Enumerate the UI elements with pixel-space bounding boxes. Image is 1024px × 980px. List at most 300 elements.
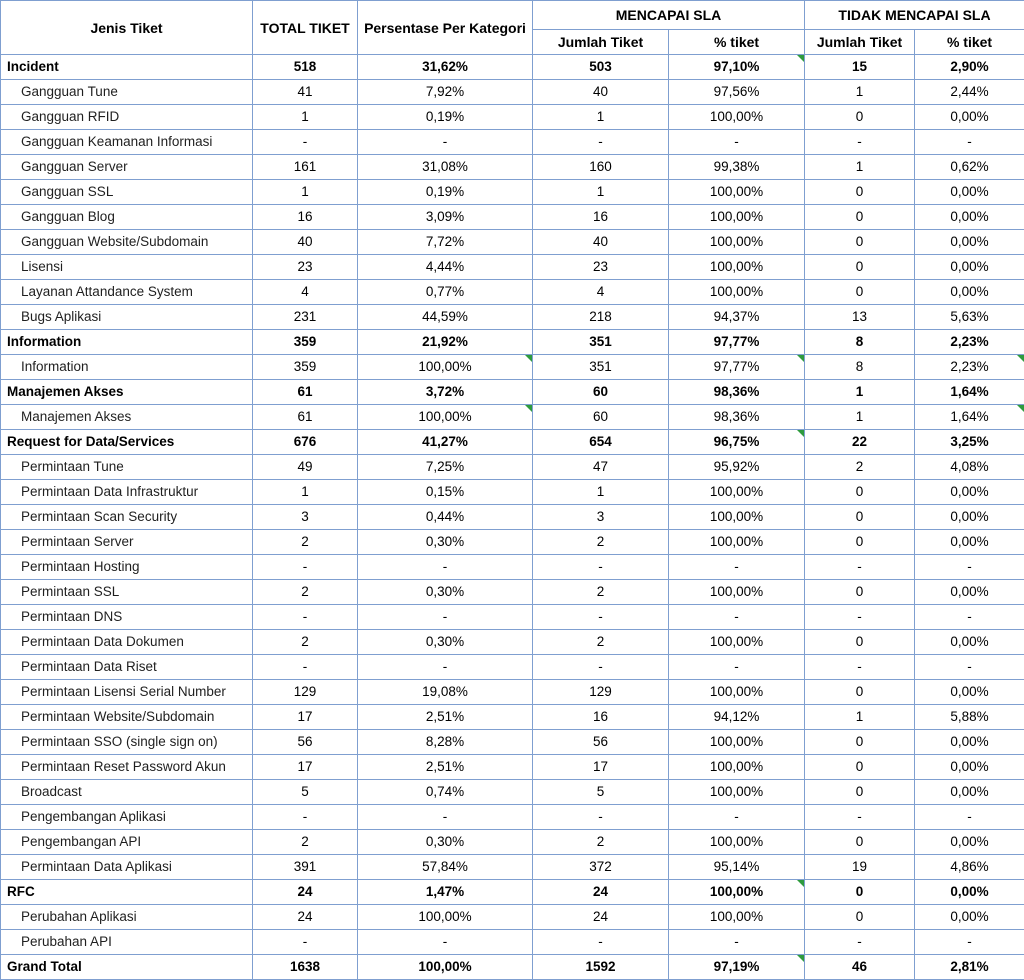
cell-value: 1	[805, 155, 914, 179]
cell-value: 1	[805, 405, 914, 429]
table-row	[1, 880, 1024, 905]
cell-value: 100,00%	[358, 905, 532, 929]
table-row	[1, 955, 1024, 980]
row-label: Incident	[1, 55, 252, 79]
cell-value: 7,92%	[358, 80, 532, 104]
cell-value: 97,19%	[669, 955, 804, 979]
row-label: Pengembangan API	[1, 830, 252, 854]
row-label: Permintaan Lisensi Serial Number	[1, 680, 252, 704]
cell-value: 1	[533, 180, 668, 204]
row-label: Permintaan Data Infrastruktur	[1, 480, 252, 504]
persentase-cell	[358, 555, 533, 580]
cell-value: 23	[533, 255, 668, 279]
cell-value: 8,28%	[358, 730, 532, 754]
row-label: Permintaan Hosting	[1, 555, 252, 579]
table-row	[1, 905, 1024, 930]
row-label: Perubahan Aplikasi	[1, 905, 252, 929]
mencapai-jumlah-cell	[533, 155, 669, 180]
cell-value: 1	[533, 105, 668, 129]
mencapai-persen-cell	[669, 430, 805, 455]
tidak-mencapai-persen-cell	[915, 605, 1024, 630]
cell-value: 0,74%	[358, 780, 532, 804]
table-row	[1, 305, 1024, 330]
cell-value: 100,00%	[669, 780, 804, 804]
row-label: Grand Total	[1, 955, 252, 979]
mencapai-jumlah-cell	[533, 380, 669, 405]
cell-value: 2,90%	[915, 55, 1024, 79]
total-tiket-cell	[253, 580, 358, 605]
row-label: Permintaan Data Aplikasi	[1, 855, 252, 879]
mencapai-jumlah-cell	[533, 430, 669, 455]
cell-value: 0,00%	[915, 830, 1024, 854]
tidak-mencapai-persen-cell	[915, 55, 1024, 80]
cell-value: 2	[253, 530, 357, 554]
tidak-mencapai-persen-cell	[915, 855, 1024, 880]
mencapai-persen-cell	[669, 955, 805, 980]
row-label: RFC	[1, 880, 252, 904]
cell-value: -	[805, 605, 914, 629]
cell-value: 16	[533, 205, 668, 229]
table-row	[1, 830, 1024, 855]
cell-value: 0	[805, 880, 914, 904]
tidak-mencapai-jumlah-cell	[805, 130, 915, 155]
cell-value: -	[358, 130, 532, 154]
tidak-mencapai-jumlah-cell	[805, 755, 915, 780]
cell-value: 0	[805, 205, 914, 229]
cell-value: 2,51%	[358, 755, 532, 779]
mencapai-persen-cell	[669, 855, 805, 880]
persentase-cell	[358, 255, 533, 280]
persentase-cell	[358, 305, 533, 330]
tidak-mencapai-jumlah-cell	[805, 530, 915, 555]
cell-value: 3	[533, 505, 668, 529]
tidak-mencapai-jumlah-cell	[805, 380, 915, 405]
total-tiket-cell	[253, 205, 358, 230]
cell-value: 7,72%	[358, 230, 532, 254]
mencapai-jumlah-cell	[533, 405, 669, 430]
cell-value: -	[253, 805, 357, 829]
persentase-cell	[358, 880, 533, 905]
persentase-cell	[358, 155, 533, 180]
table-row	[1, 505, 1024, 530]
cell-value: 2	[253, 580, 357, 604]
tidak-mencapai-persen-cell	[915, 180, 1024, 205]
tidak-mencapai-jumlah-cell	[805, 605, 915, 630]
total-tiket-cell	[253, 930, 358, 955]
tidak-mencapai-persen-cell	[915, 805, 1024, 830]
cell-value: 100,00%	[358, 405, 532, 429]
mencapai-persen-cell	[669, 405, 805, 430]
cell-value: 3	[253, 505, 357, 529]
row-label-cell	[1, 405, 253, 430]
persentase-cell	[358, 905, 533, 930]
cell-value: 0,00%	[915, 730, 1024, 754]
total-tiket-cell	[253, 680, 358, 705]
cell-value: 40	[533, 230, 668, 254]
header-mencapai-sla: MENCAPAI SLA	[533, 1, 805, 30]
mencapai-jumlah-cell	[533, 955, 669, 980]
cell-value: -	[915, 930, 1024, 954]
persentase-cell	[358, 55, 533, 80]
cell-value: 218	[533, 305, 668, 329]
cell-value: 2,44%	[915, 80, 1024, 104]
row-label-cell	[1, 180, 253, 205]
mencapai-persen-cell	[669, 330, 805, 355]
row-label: Information	[1, 330, 252, 354]
total-tiket-cell	[253, 255, 358, 280]
total-tiket-cell	[253, 305, 358, 330]
cell-value: -	[669, 930, 804, 954]
cell-value: -	[358, 605, 532, 629]
cell-value: 57,84%	[358, 855, 532, 879]
row-label: Permintaan Scan Security	[1, 505, 252, 529]
cell-value: -	[669, 555, 804, 579]
cell-value: -	[358, 555, 532, 579]
persentase-cell	[358, 505, 533, 530]
cell-value: 5,88%	[915, 705, 1024, 729]
mencapai-jumlah-cell	[533, 755, 669, 780]
tidak-mencapai-jumlah-cell	[805, 730, 915, 755]
cell-value: 2	[253, 630, 357, 654]
cell-value: 351	[533, 330, 668, 354]
cell-value: 3,09%	[358, 205, 532, 229]
persentase-cell	[358, 605, 533, 630]
cell-value: -	[253, 555, 357, 579]
row-label: Layanan Attandance System	[1, 280, 252, 304]
cell-value: 95,92%	[669, 455, 804, 479]
cell-value: 0	[805, 580, 914, 604]
tidak-mencapai-persen-cell	[915, 530, 1024, 555]
row-label: Permintaan Server	[1, 530, 252, 554]
row-label: Gangguan Blog	[1, 205, 252, 229]
mencapai-persen-cell	[669, 55, 805, 80]
cell-value: 100,00%	[669, 480, 804, 504]
mencapai-persen-cell	[669, 530, 805, 555]
row-label-cell	[1, 255, 253, 280]
mencapai-jumlah-cell	[533, 180, 669, 205]
tidak-mencapai-jumlah-cell	[805, 705, 915, 730]
cell-value: -	[669, 130, 804, 154]
cell-value: 95,14%	[669, 855, 804, 879]
cell-value: 2,51%	[358, 705, 532, 729]
cell-value: 56	[533, 730, 668, 754]
cell-value: -	[915, 655, 1024, 679]
total-tiket-cell	[253, 405, 358, 430]
cell-value: -	[805, 555, 914, 579]
cell-value: 0,00%	[915, 530, 1024, 554]
cell-value: 503	[533, 55, 668, 79]
total-tiket-cell	[253, 630, 358, 655]
cell-value: 17	[253, 755, 357, 779]
row-label: Gangguan Tune	[1, 80, 252, 104]
total-tiket-cell	[253, 880, 358, 905]
cell-value: 0	[805, 755, 914, 779]
mencapai-jumlah-cell	[533, 105, 669, 130]
mencapai-persen-cell	[669, 505, 805, 530]
mencapai-persen-cell	[669, 280, 805, 305]
row-label-cell	[1, 680, 253, 705]
mencapai-persen-cell	[669, 830, 805, 855]
tidak-mencapai-jumlah-cell	[805, 180, 915, 205]
tidak-mencapai-jumlah-cell	[805, 905, 915, 930]
cell-value: 46	[805, 955, 914, 979]
total-tiket-cell	[253, 430, 358, 455]
cell-value: -	[533, 605, 668, 629]
cell-value: 96,75%	[669, 430, 804, 454]
tidak-mencapai-jumlah-cell	[805, 655, 915, 680]
mencapai-persen-cell	[669, 355, 805, 380]
row-label: Permintaan SSO (single sign on)	[1, 730, 252, 754]
cell-value: 49	[253, 455, 357, 479]
mencapai-jumlah-cell	[533, 130, 669, 155]
cell-value: 0,00%	[915, 280, 1024, 304]
tidak-mencapai-persen-cell	[915, 755, 1024, 780]
cell-value: 518	[253, 55, 357, 79]
persentase-cell	[358, 230, 533, 255]
table-row	[1, 355, 1024, 380]
cell-value: 24	[533, 880, 668, 904]
tidak-mencapai-jumlah-cell	[805, 630, 915, 655]
total-tiket-cell	[253, 480, 358, 505]
mencapai-jumlah-cell	[533, 280, 669, 305]
table-row	[1, 80, 1024, 105]
table-row	[1, 755, 1024, 780]
mencapai-jumlah-cell	[533, 830, 669, 855]
total-tiket-cell	[253, 505, 358, 530]
cell-value: 24	[253, 905, 357, 929]
cell-value: 13	[805, 305, 914, 329]
cell-value: 16	[253, 205, 357, 229]
header-tidak-mencapai-jumlah-tiket: Jumlah Tiket	[805, 30, 915, 55]
cell-value: 100,00%	[358, 955, 532, 979]
cell-value: -	[669, 655, 804, 679]
cell-value: 8	[805, 355, 914, 379]
mencapai-jumlah-cell	[533, 930, 669, 955]
table-row	[1, 580, 1024, 605]
table-row	[1, 605, 1024, 630]
mencapai-persen-cell	[669, 230, 805, 255]
mencapai-jumlah-cell	[533, 805, 669, 830]
cell-value: 1	[253, 480, 357, 504]
cell-value: 359	[253, 330, 357, 354]
row-label: Permintaan Data Riset	[1, 655, 252, 679]
tidak-mencapai-jumlah-cell	[805, 455, 915, 480]
mencapai-jumlah-cell	[533, 705, 669, 730]
persentase-cell	[358, 955, 533, 980]
cell-value: 0	[805, 505, 914, 529]
persentase-cell	[358, 105, 533, 130]
cell-value: 351	[533, 355, 668, 379]
row-label-cell	[1, 155, 253, 180]
cell-value: 5	[533, 780, 668, 804]
cell-value: 0	[805, 630, 914, 654]
tidak-mencapai-persen-cell	[915, 405, 1024, 430]
row-label: Gangguan Keamanan Informasi	[1, 130, 252, 154]
cell-value: 61	[253, 380, 357, 404]
cell-value: 2	[533, 530, 668, 554]
tidak-mencapai-jumlah-cell	[805, 430, 915, 455]
persentase-cell	[358, 630, 533, 655]
cell-value: -	[533, 655, 668, 679]
row-label-cell	[1, 205, 253, 230]
tidak-mencapai-persen-cell	[915, 680, 1024, 705]
persentase-cell	[358, 530, 533, 555]
cell-value: 0,30%	[358, 630, 532, 654]
cell-value: 40	[533, 80, 668, 104]
row-label-cell	[1, 480, 253, 505]
mencapai-persen-cell	[669, 480, 805, 505]
mencapai-persen-cell	[669, 455, 805, 480]
persentase-cell	[358, 280, 533, 305]
mencapai-jumlah-cell	[533, 630, 669, 655]
persentase-cell	[358, 330, 533, 355]
persentase-cell	[358, 655, 533, 680]
cell-value: 19	[805, 855, 914, 879]
mencapai-jumlah-cell	[533, 880, 669, 905]
cell-value: -	[915, 555, 1024, 579]
cell-value: 24	[533, 905, 668, 929]
tidak-mencapai-persen-cell	[915, 305, 1024, 330]
row-label-cell	[1, 305, 253, 330]
cell-value: -	[533, 555, 668, 579]
cell-value: 0	[805, 905, 914, 929]
cell-value: 0	[805, 280, 914, 304]
mencapai-jumlah-cell	[533, 530, 669, 555]
row-label: Permintaan Reset Password Akun	[1, 755, 252, 779]
persentase-cell	[358, 580, 533, 605]
total-tiket-cell	[253, 555, 358, 580]
cell-value: 4,86%	[915, 855, 1024, 879]
cell-value: 1	[805, 705, 914, 729]
mencapai-jumlah-cell	[533, 680, 669, 705]
persentase-cell	[358, 405, 533, 430]
cell-value: -	[253, 930, 357, 954]
tidak-mencapai-jumlah-cell	[805, 805, 915, 830]
row-label-cell	[1, 730, 253, 755]
cell-value: 100,00%	[669, 880, 804, 904]
mencapai-persen-cell	[669, 80, 805, 105]
cell-value: 3,25%	[915, 430, 1024, 454]
row-label-cell	[1, 355, 253, 380]
cell-value: -	[253, 605, 357, 629]
row-label-cell	[1, 905, 253, 930]
mencapai-persen-cell	[669, 805, 805, 830]
total-tiket-cell	[253, 355, 358, 380]
row-label: Gangguan SSL	[1, 180, 252, 204]
cell-value: 100,00%	[669, 755, 804, 779]
mencapai-persen-cell	[669, 605, 805, 630]
table-row	[1, 330, 1024, 355]
mencapai-persen-cell	[669, 905, 805, 930]
table-row	[1, 655, 1024, 680]
cell-value: 8	[805, 330, 914, 354]
row-label-cell	[1, 605, 253, 630]
tidak-mencapai-persen-cell	[915, 330, 1024, 355]
cell-value: 1	[805, 380, 914, 404]
mencapai-jumlah-cell	[533, 855, 669, 880]
row-label: Information	[1, 355, 252, 379]
cell-value: 2	[253, 830, 357, 854]
total-tiket-cell	[253, 55, 358, 80]
tidak-mencapai-persen-cell	[915, 505, 1024, 530]
table-row	[1, 280, 1024, 305]
cell-value: 19,08%	[358, 680, 532, 704]
mencapai-jumlah-cell	[533, 455, 669, 480]
row-label-cell	[1, 330, 253, 355]
cell-value: 24	[253, 880, 357, 904]
row-label-cell	[1, 555, 253, 580]
row-label-cell	[1, 380, 253, 405]
cell-value: 0	[805, 780, 914, 804]
persentase-cell	[358, 730, 533, 755]
cell-value: -	[805, 130, 914, 154]
cell-value: 0,00%	[915, 480, 1024, 504]
row-label: Permintaan Data Dokumen	[1, 630, 252, 654]
cell-value: 97,77%	[669, 355, 804, 379]
header-mencapai-persen-tiket: % tiket	[669, 30, 805, 55]
mencapai-persen-cell	[669, 930, 805, 955]
total-tiket-cell	[253, 855, 358, 880]
mencapai-jumlah-cell	[533, 655, 669, 680]
mencapai-jumlah-cell	[533, 205, 669, 230]
total-tiket-cell	[253, 130, 358, 155]
cell-value: 0,00%	[915, 780, 1024, 804]
cell-value: 391	[253, 855, 357, 879]
persentase-cell	[358, 780, 533, 805]
table-row	[1, 205, 1024, 230]
cell-value: 2	[533, 630, 668, 654]
mencapai-jumlah-cell	[533, 255, 669, 280]
cell-value: 100,00%	[669, 180, 804, 204]
row-label: Permintaan Tune	[1, 455, 252, 479]
tidak-mencapai-jumlah-cell	[805, 580, 915, 605]
mencapai-jumlah-cell	[533, 905, 669, 930]
cell-value: 23	[253, 255, 357, 279]
tidak-mencapai-jumlah-cell	[805, 405, 915, 430]
header-mencapai-jumlah-tiket: Jumlah Tiket	[533, 30, 669, 55]
cell-value: -	[533, 130, 668, 154]
tidak-mencapai-persen-cell	[915, 555, 1024, 580]
mencapai-persen-cell	[669, 180, 805, 205]
table-row	[1, 55, 1024, 80]
total-tiket-cell	[253, 830, 358, 855]
cell-value: 5,63%	[915, 305, 1024, 329]
total-tiket-cell	[253, 330, 358, 355]
row-label-cell	[1, 930, 253, 955]
tidak-mencapai-jumlah-cell	[805, 880, 915, 905]
row-label: Bugs Aplikasi	[1, 305, 252, 329]
cell-value: 0,30%	[358, 580, 532, 604]
cell-value: 0,00%	[915, 230, 1024, 254]
cell-value: 22	[805, 430, 914, 454]
tidak-mencapai-jumlah-cell	[805, 230, 915, 255]
persentase-cell	[358, 805, 533, 830]
row-label: Lisensi	[1, 255, 252, 279]
tidak-mencapai-persen-cell	[915, 830, 1024, 855]
cell-value: 0	[805, 105, 914, 129]
cell-value: 100,00%	[669, 105, 804, 129]
cell-value: 2	[533, 830, 668, 854]
persentase-cell	[358, 355, 533, 380]
tidak-mencapai-persen-cell	[915, 230, 1024, 255]
mencapai-jumlah-cell	[533, 480, 669, 505]
cell-value: 2	[533, 580, 668, 604]
cell-value: 129	[253, 680, 357, 704]
cell-value: 4,08%	[915, 455, 1024, 479]
row-label: Manajemen Akses	[1, 405, 252, 429]
cell-value: 0,00%	[915, 630, 1024, 654]
mencapai-jumlah-cell	[533, 230, 669, 255]
